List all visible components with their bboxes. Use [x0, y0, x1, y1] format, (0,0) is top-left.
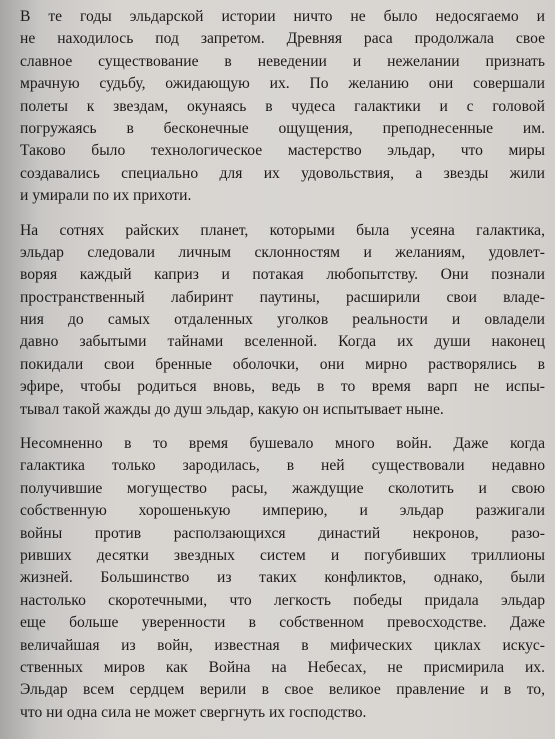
text-line: воряя каждый каприз и потакая любопытству. Они познали [20, 266, 545, 284]
text-line: На сотнях райских планет, которыми была усеяна галактика, [20, 221, 545, 239]
text-line: настолько скоротечными, что легкость победы придала эльдар [20, 591, 545, 609]
text-line: величайшая из войн, известная в мифических циклах искус- [20, 636, 545, 654]
text-line: жизней. Большинство из таких конфликтов, однако, были [20, 569, 545, 587]
text-line: тывал такой жажды до душ эльдар, какую он испытывает ныне. [20, 400, 444, 418]
paragraph-2 [20, 220, 545, 422]
paragraph-3 [20, 433, 545, 724]
text-line: Таково было технологическое мастерство эльдар, что миры [20, 142, 545, 160]
text-line: В те годы эльдарской истории ничто не было недосягаемо и [20, 8, 545, 25]
text-line: еще больше уверенности в собственном превосходстве. Даже [20, 614, 545, 632]
text-line: погружаясь в бесконечные ощущения, преподнесенные им. [20, 119, 545, 137]
text-line: Несомненно в то время бушевало много войн. Даже когда [20, 435, 545, 453]
text-line: создавались специально для их удовольствия, а звезды жили [20, 164, 545, 182]
text-line: давно забытыми тайнами вселенной. Когда их души наконец [20, 333, 545, 351]
text-line: ственных миров как Война на Небесах, не присмирила их. [20, 658, 545, 676]
text-line: мрачную судьбу, ожидающую их. По желанию они совершали [20, 75, 545, 93]
text-line: галактика только зародилась, в ней существовали недавно [20, 457, 545, 475]
text-line: получившие могущество расы, жаждущие сколотить и свою [20, 479, 545, 497]
text-line: и умирали по их прихоти. [20, 187, 192, 205]
text-line: пространственный лабиринт паутины, расширили свои владе- [20, 288, 545, 306]
text-line: эльдар следовали личным склонностям и желаниям, удовлет- [20, 243, 545, 261]
text-line: полеты к звездам, окунаясь в чудеса галактики и с головой [20, 97, 545, 115]
paragraph-1 [20, 6, 545, 208]
text-line: что ни одна сила не может свергнуть их господство. [20, 703, 367, 721]
text-line: покидали свои бренные оболочки, они мирно растворялись в [20, 355, 545, 373]
text-line: войны против расползающихся династий некронов, разо- [20, 524, 545, 542]
page-text [20, 6, 545, 736]
text-line: собственную хорошенькую империю, и эльдар разжигали [20, 502, 545, 520]
text-line: эфире, чтобы родиться вновь, ведь в то время варп не испы- [20, 378, 545, 396]
text-line: Эльдар всем сердцем верили в свое великое правление и в то, [20, 681, 545, 699]
text-line: не находилось под запретом. Древняя раса продолжала свое [20, 30, 545, 48]
text-line: славное существование в неведении и нежелании признать [20, 52, 545, 70]
text-line: ния до самых отдаленных уголков реальности и овладели [20, 311, 545, 329]
text-line: ривших десятки звездных систем и погубивших триллионы [20, 546, 545, 564]
